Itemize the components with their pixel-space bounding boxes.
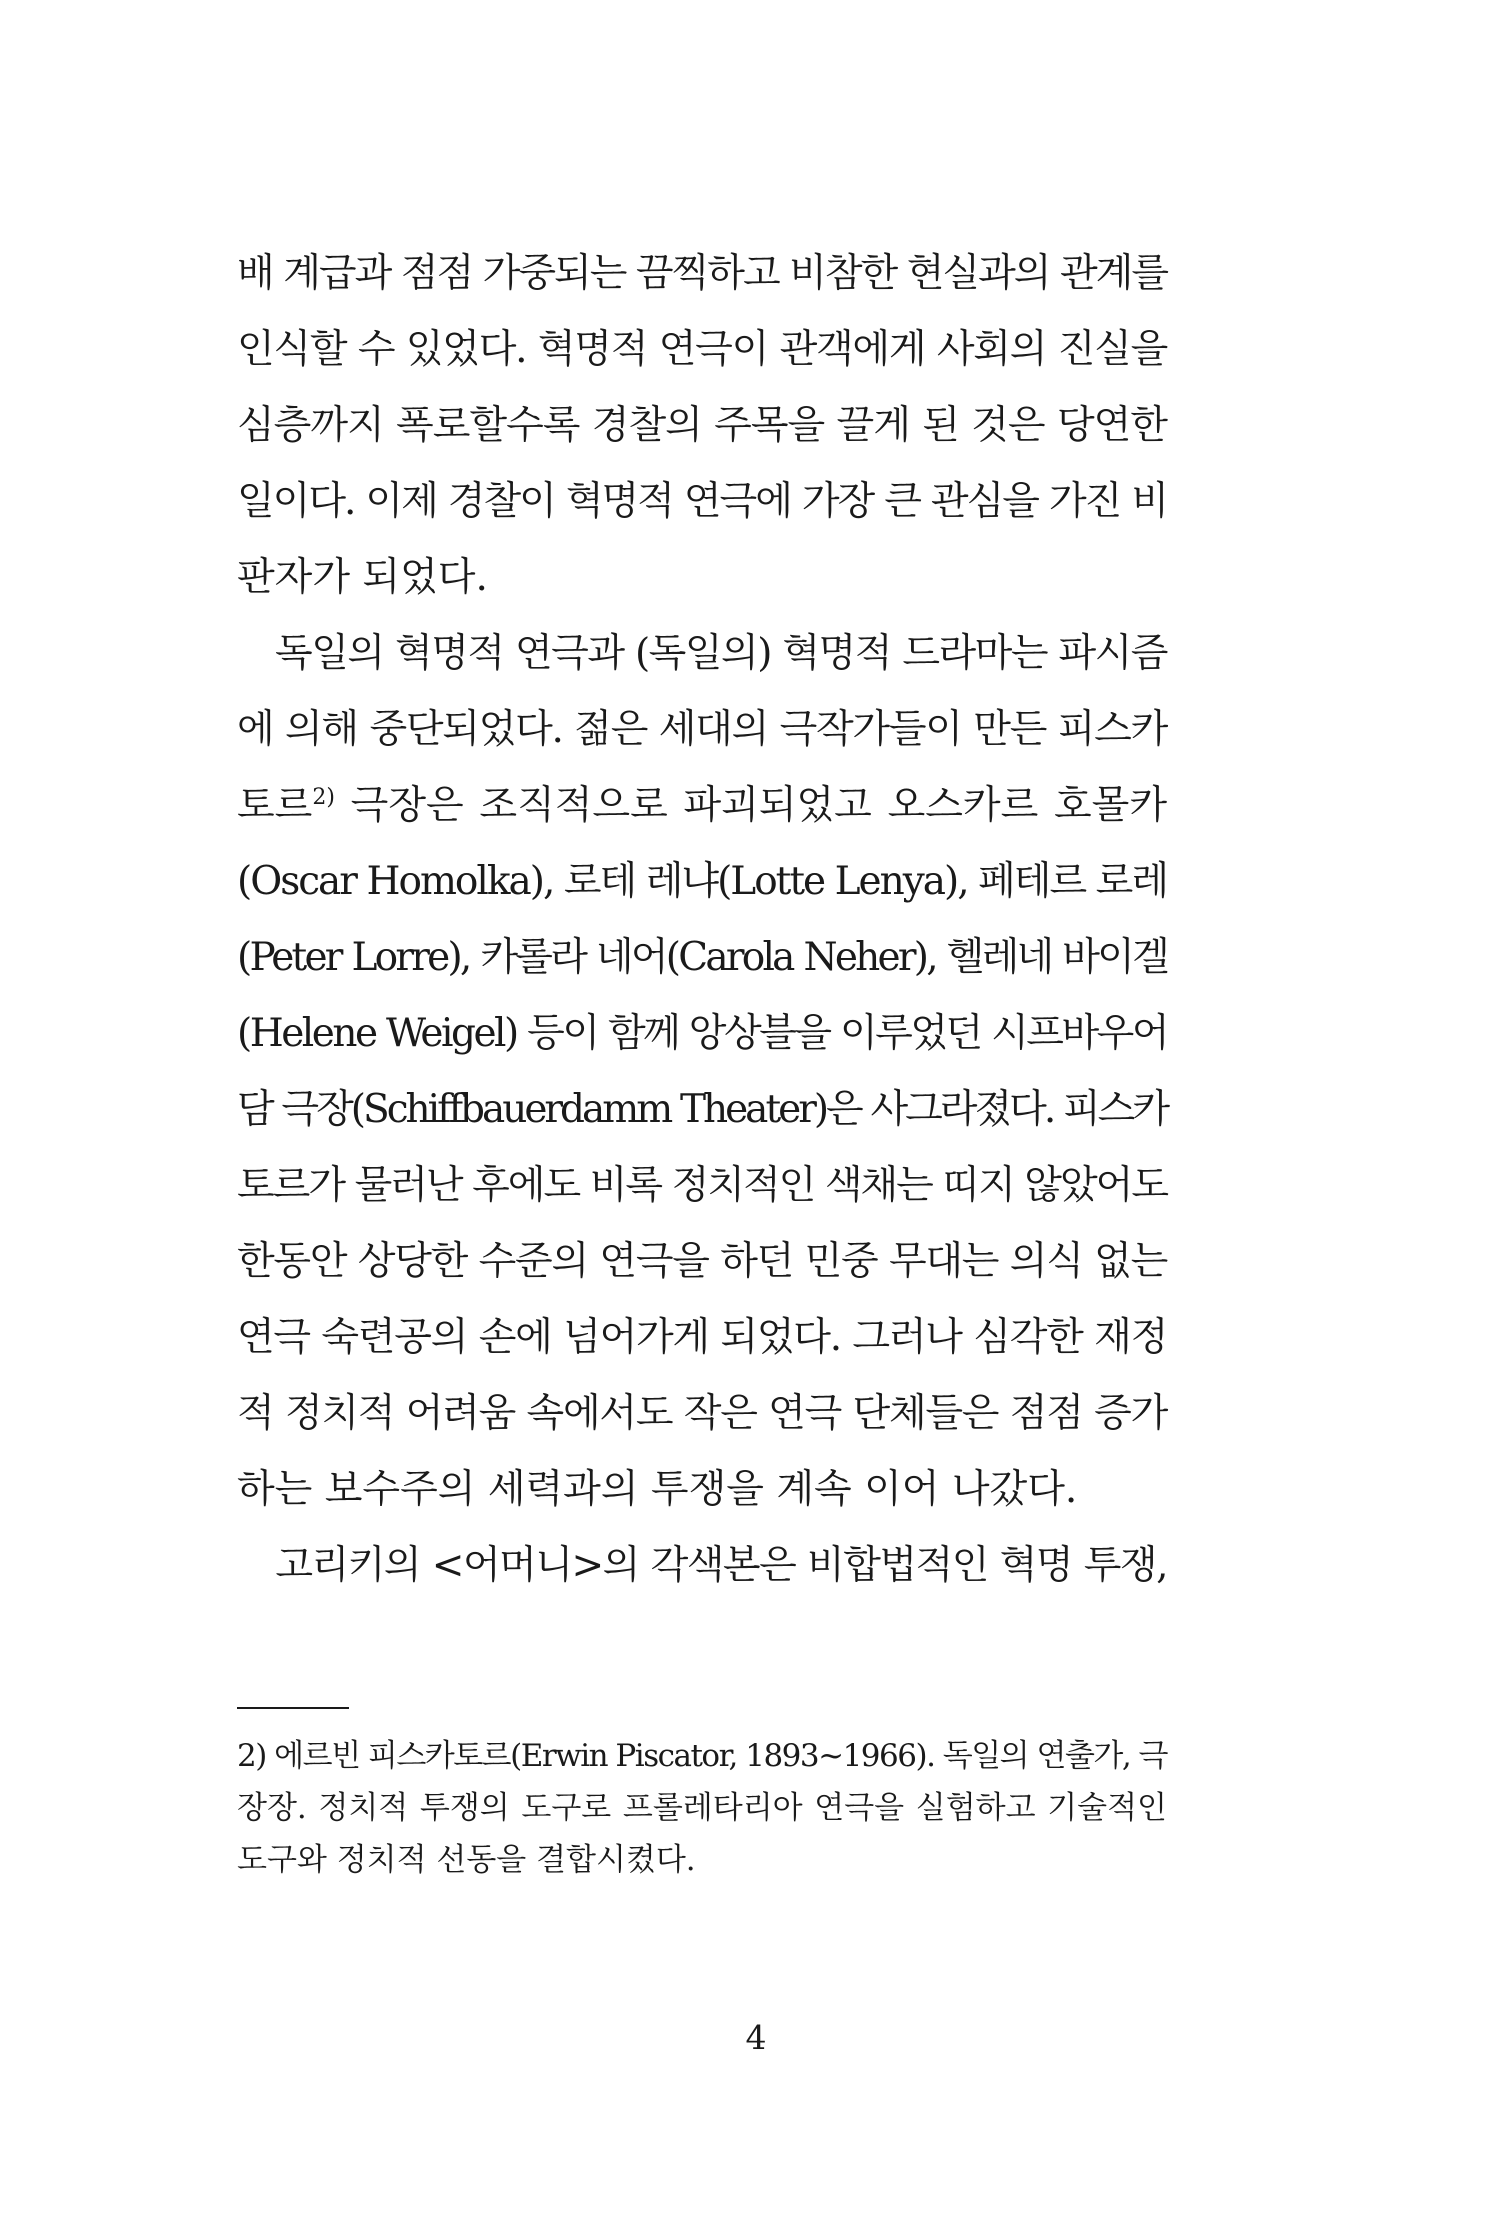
footnote (237, 1730, 1167, 1886)
body-line: 토르가 물러난 후에도 비록 정치적인 색채는 띠지 않았어도 (237, 1163, 1167, 1208)
body-line-with-footnote-ref (237, 768, 1167, 844)
body-line: (Peter Lorre), 카롤라 네어(Carola Neher), 헬레네 바이겔 (237, 935, 1167, 980)
body-line: 한동안 상당한 수준의 연극을 하던 민중 무대는 의식 없는 (237, 1239, 1167, 1284)
body-line: 심층까지 폭로할수록 경찰의 주목을 끌게 된 것은 당연한 (237, 403, 1167, 448)
body-line: 적 정치적 어려움 속에서도 작은 연극 단체들은 점점 증가 (237, 1391, 1167, 1436)
body-line-segment: 토르 (237, 783, 313, 828)
body-line: 인식할 수 있었다. 혁명적 연극이 관객에게 사회의 진실을 (237, 327, 1167, 372)
body-text (237, 236, 1167, 1604)
body-line: 고리키의 <어머니>의 각색본은 비합법적인 혁명 투쟁, (237, 1543, 1167, 1588)
body-line: (Helene Weigel) 등이 함께 앙상블을 이루었던 시프바우어 (237, 1011, 1167, 1056)
footnote-line: 장장. 정치적 투쟁의 도구로 프롤레타리아 연극을 실험하고 기술적인 (237, 1790, 1167, 1826)
footnote-line: 2) 에르빈 피스카토르(Erwin Piscator, 1893~1966). 독일의 연출가, 극 (237, 1738, 1167, 1774)
page-number: 4 (745, 2018, 767, 2057)
body-line: 판자가 되었다. (237, 555, 488, 600)
body-line: 담 극장(Schiffbauerdamm Theater)은 사그라졌다. 피스카 (237, 1087, 1167, 1132)
body-line: 에 의해 중단되었다. 젊은 세대의 극작가들이 만든 피스카 (237, 707, 1167, 752)
body-line: 연극 숙련공의 손에 넘어가게 되었다. 그러나 심각한 재정 (237, 1315, 1167, 1360)
body-line: 독일의 혁명적 연극과 (독일의) 혁명적 드라마는 파시즘 (237, 631, 1167, 676)
body-line: 배 계급과 점점 가중되는 끔찍하고 비참한 현실과의 관계를 (237, 251, 1167, 296)
body-line: (Oscar Homolka), 로테 레냐(Lotte Lenya), 페테르 로레 (237, 859, 1167, 904)
body-line: 하는 보수주의 세력과의 투쟁을 계속 이어 나갔다. (237, 1467, 1078, 1512)
footnote-divider (237, 1707, 349, 1709)
footnote-line: 도구와 정치적 선동을 결합시켰다. (237, 1842, 696, 1878)
body-line: 일이다. 이제 경찰이 혁명적 연극에 가장 큰 관심을 가진 비 (237, 479, 1167, 524)
footnote-reference[interactable]: 2) (312, 785, 335, 810)
body-line-segment: 극장은 조직적으로 파괴되었고 오스카르 호몰카 (334, 783, 1167, 828)
